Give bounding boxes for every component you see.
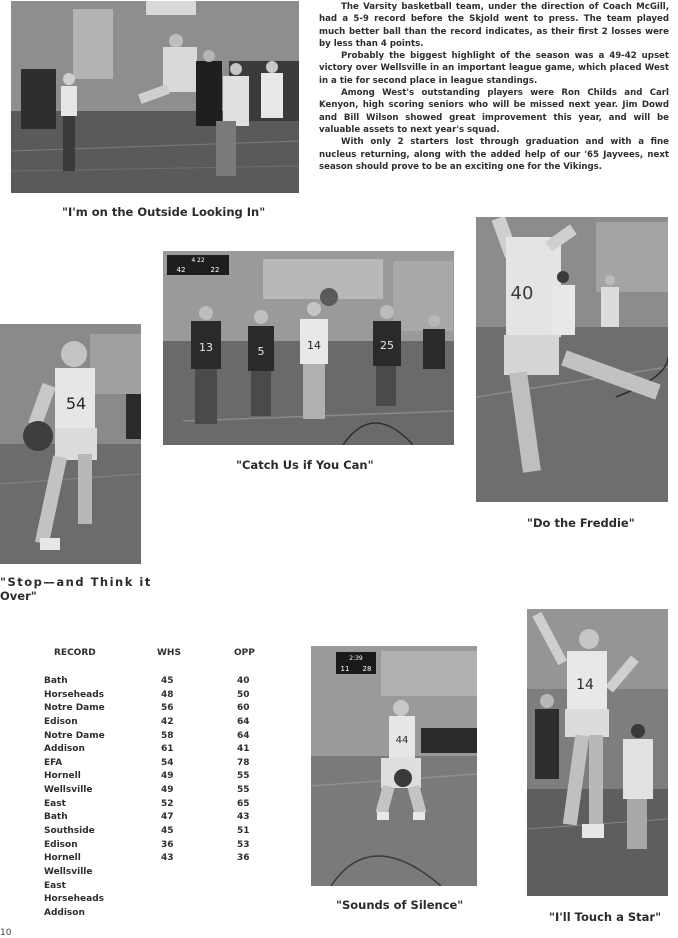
article-body (319, 1, 669, 173)
record-row (40, 676, 270, 690)
photo-touch-a-star-scene (527, 609, 668, 896)
record-team: Horseheads (44, 689, 104, 700)
record-row (40, 690, 270, 704)
jersey-number: 13 (199, 341, 213, 354)
photo-catch-us (163, 251, 454, 445)
caption-sounds-of-silence: "Sounds of Silence" (336, 898, 464, 912)
season-record-table (40, 648, 270, 922)
record-whs-score: 49 (161, 771, 174, 782)
record-header-team: RECORD (54, 648, 96, 658)
photo-stop-and-think-scene (0, 324, 141, 564)
record-row (40, 744, 270, 758)
jersey-number: 40 (510, 283, 534, 304)
jersey-number: 25 (380, 339, 394, 352)
record-opp-score: 41 (237, 744, 250, 755)
record-whs-score: 61 (161, 744, 174, 755)
record-row (40, 731, 270, 745)
article-paragraph: The Varsity basketball team, under the direction of Coach McGill, had a 5-9 record before the Skjold went to press. The team played much better ball than the record indicates, as their first 2 losses were by less than 4 points. (319, 2, 669, 49)
scoreboard-time: 2:39 (349, 655, 363, 662)
jersey-number: 44 (395, 735, 409, 746)
record-whs-score: 42 (161, 716, 174, 727)
record-row (40, 881, 270, 895)
record-team: Addison (44, 744, 85, 755)
record-opp-score: 53 (237, 839, 250, 850)
record-opp-score: 60 (237, 703, 250, 714)
record-row (40, 771, 270, 785)
article-paragraph: Probably the biggest highlight of the season was a 49-42 upset victory over Wellsville in an important league game, which placed West in a tie for second place in league standings. (319, 51, 669, 86)
photo-sounds-of-silence-scene (311, 646, 477, 886)
record-team: Bath (44, 676, 68, 686)
caption-catch-us: "Catch Us if You Can" (236, 458, 374, 472)
record-opp-score: 36 (237, 853, 250, 864)
record-team: East (44, 798, 66, 809)
caption-outside-looking-in: "I'm on the Outside Looking In" (62, 205, 266, 219)
jersey-number: 14 (576, 677, 594, 693)
caption-touch-a-star: "I'll Touch a Star" (549, 910, 662, 924)
photo-stop-and-think (0, 324, 141, 564)
scoreboard-home: 11 (340, 665, 350, 673)
caption-do-the-freddie: "Do the Freddie" (527, 516, 635, 530)
record-team: Notre Dame (44, 730, 105, 741)
caption-stop-and-think-line1: "Stop—and Think it (0, 575, 152, 589)
scoreboard-time: 4 22 (191, 257, 205, 264)
record-whs-score: 48 (161, 689, 174, 700)
record-opp-score: 40 (237, 676, 250, 686)
record-team: Wellsville (44, 785, 93, 796)
record-team: Horseheads (44, 894, 104, 905)
record-team: EFA (44, 757, 63, 768)
scoreboard-home: 42 (176, 266, 186, 274)
record-row (40, 840, 270, 854)
record-team: Edison (44, 839, 78, 850)
record-team: Notre Dame (44, 703, 105, 714)
record-row (40, 785, 270, 799)
jersey-number: 14 (307, 339, 321, 352)
record-opp-score: 55 (237, 771, 250, 782)
photo-do-the-freddie (476, 217, 668, 502)
record-whs-score: 47 (161, 812, 174, 823)
record-team: Bath (44, 812, 68, 823)
record-opp-score: 43 (237, 812, 250, 823)
record-row (40, 908, 270, 922)
record-opp-score: 51 (237, 826, 250, 837)
record-header-whs: WHS (157, 648, 181, 658)
article-paragraph: Among West's outstanding players were Ron Childs and Carl Kenyon, high scoring seniors who will be missed next year. Jim Dowd and Bill Wilson showed great improvement this year, and will be valuable assets to next year's squad. (319, 88, 669, 135)
record-row (40, 703, 270, 717)
record-row (40, 894, 270, 908)
record-team: Hornell (44, 771, 81, 782)
record-team: Hornell (44, 853, 81, 864)
scoreboard-away: 28 (362, 665, 372, 673)
record-whs-score: 58 (161, 730, 174, 741)
record-opp-score: 55 (237, 785, 250, 796)
record-row (40, 799, 270, 813)
record-row (40, 826, 270, 840)
record-opp-score: 65 (237, 798, 250, 809)
record-team: Edison (44, 716, 78, 727)
record-team: Wellsville (44, 866, 93, 877)
record-opp-score: 64 (237, 716, 250, 727)
record-opp-score: 50 (237, 689, 250, 700)
record-team: Addison (44, 907, 85, 918)
record-row (40, 717, 270, 731)
photo-do-the-freddie-scene (476, 217, 668, 502)
record-row (40, 812, 270, 826)
photo-sounds-of-silence (311, 646, 477, 886)
record-whs-score: 56 (161, 703, 174, 714)
record-whs-score: 49 (161, 785, 174, 796)
page-number: 10 (0, 928, 12, 938)
record-header-row (40, 648, 270, 662)
record-opp-score: 78 (237, 757, 250, 768)
caption-stop-and-think-line2: Over" (0, 589, 37, 603)
record-whs-score: 52 (161, 798, 174, 809)
record-row (40, 758, 270, 772)
scoreboard-away: 22 (210, 266, 220, 274)
photo-outside-looking-in-scene (11, 1, 299, 193)
record-whs-score: 43 (161, 853, 174, 864)
record-whs-score: 45 (161, 676, 174, 686)
photo-catch-us-scene (163, 251, 454, 445)
record-row (40, 853, 270, 867)
record-opp-score: 64 (237, 730, 250, 741)
photo-touch-a-star (527, 609, 668, 896)
jersey-number: 54 (65, 394, 87, 413)
jersey-number: 5 (257, 345, 265, 358)
record-header-opp: OPP (234, 648, 255, 658)
record-row (40, 867, 270, 881)
record-whs-score: 45 (161, 826, 174, 837)
record-whs-score: 36 (161, 839, 174, 850)
article-paragraph: With only 2 starters lost through graduation and with a fine nucleus returning, along with the added help of our '65 Jayvees, next season should prove to be an exciting one for the Vikings. (319, 137, 669, 172)
record-team: East (44, 880, 66, 891)
record-whs-score: 54 (161, 757, 174, 768)
photo-outside-looking-in (11, 1, 299, 193)
record-team: Southside (44, 826, 95, 837)
